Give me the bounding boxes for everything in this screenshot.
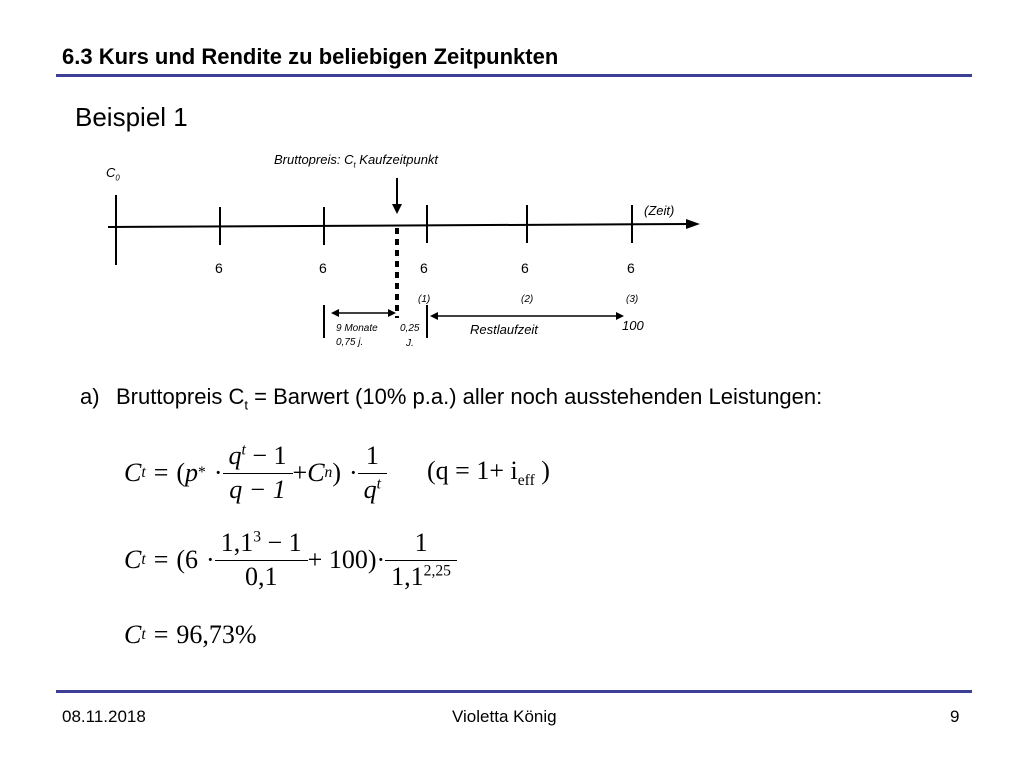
restlaufzeit-label: Restlaufzeit	[470, 322, 538, 337]
fraction-discount: $\frac{1}{q^t}$	[358, 440, 387, 506]
point-a-label: a)	[80, 384, 100, 409]
fraction-annuity-factor: $\frac{q^t - 1}{q - 1}$	[223, 440, 293, 506]
page-number: 9	[950, 707, 960, 726]
q-definition: ($q = 1+ i_{eff}$ )	[427, 455, 550, 490]
footer-date: 08.11.2018	[62, 707, 146, 726]
years-075-label: 0,75 j.	[336, 337, 364, 348]
slide-title: 6.3 Kurs und Rendite zu beliebigen Zeitpunkten	[62, 44, 559, 69]
period-2: (2)	[521, 294, 534, 305]
coupon-2: 6	[319, 260, 327, 276]
footer-author: Violetta König	[452, 707, 557, 726]
fraction-numeric-factor: $\frac{1,1^3 - 1}{0,1}$	[215, 527, 308, 593]
coupon-1: 6	[215, 260, 223, 276]
redemption-100: 100	[622, 318, 644, 333]
j-label: J.	[406, 338, 414, 349]
period-3: (3)	[626, 294, 639, 305]
purchase-arrow-head	[392, 204, 402, 214]
nine-month-arrow-right	[388, 309, 396, 317]
example-heading: Beispiel 1	[75, 102, 188, 132]
fraction-numeric-discount: $\frac{1}{1,1^{2,25}}$	[385, 527, 457, 593]
rest-arrow-left	[430, 312, 438, 320]
time-arrow-head	[686, 219, 700, 229]
years-025-label: 0,25	[400, 323, 420, 334]
time-axis	[108, 224, 690, 227]
footer-divider	[56, 690, 972, 693]
coupon-4: 6	[521, 260, 529, 276]
formula-result: C t = 96,73%	[124, 620, 257, 649]
zeit-label: (Zeit)	[644, 203, 675, 218]
coupon-5: 6	[627, 260, 635, 276]
period-1: (1)	[418, 294, 431, 305]
formula-general: C t = ( p * · $\frac{q^t - 1}{q - 1}$ + C n ) · $\frac{1}{q^t}$ ($q = 1+ i_{eff}$ )	[124, 440, 550, 506]
c0-label: $C_0$	[106, 165, 120, 183]
bruttopreis-label: Bruttopreis: $C_t$ Kaufzeitpunkt	[274, 152, 439, 170]
point-a: a) Bruttopreis $C_t$ = Barwert (10% p.a.) aller noch ausstehenden Leistungen:	[80, 384, 823, 413]
nine-months-label: 9 Monate	[336, 323, 378, 334]
nine-month-arrow-left	[331, 309, 339, 317]
formula-numeric: C t = (6 · $\frac{1,1^3 - 1}{0,1}$ + 100) · $\frac{1}{1,1^{2,25}}$	[124, 527, 457, 593]
coupon-3: 6	[420, 260, 428, 276]
